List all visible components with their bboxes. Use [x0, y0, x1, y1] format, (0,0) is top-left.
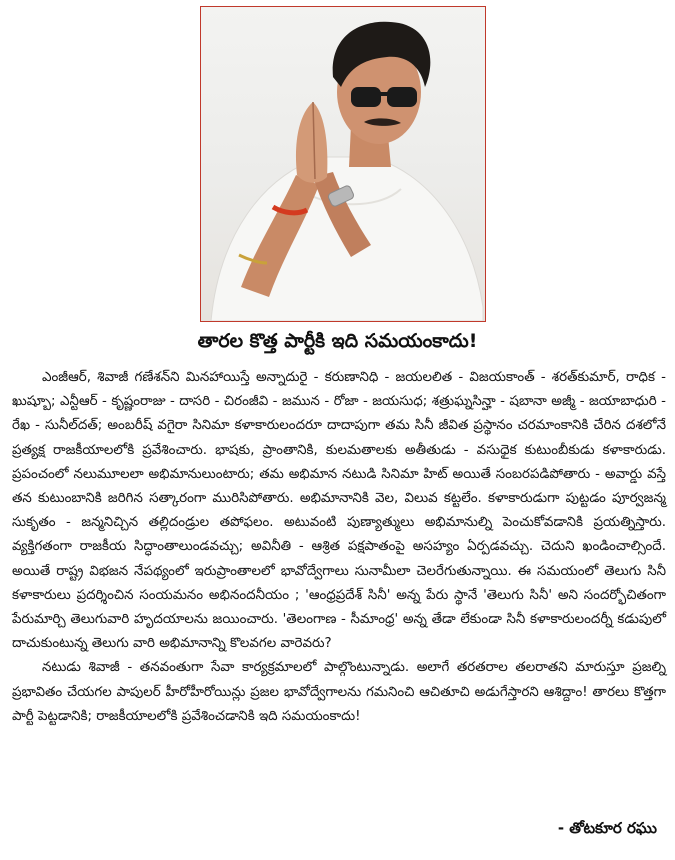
namaste-portrait-illustration	[201, 7, 485, 321]
article-headline: తారల కొత్త పార్టీకి ఇది సమయంకాదు!	[197, 330, 478, 352]
article-photo	[200, 6, 486, 322]
author-byline: - తోటకూర రఘు	[557, 819, 657, 837]
article-paragraph-2: నటుడు శివాజీ - తనవంతుగా సేవా కార్యక్రమాలలో పాల్గొంటున్నాడు. అలాగే తరతరాల తలరాతని మారుస్తూ ప్రజల్ని ప్రభావితం చేయగల పాపులర్ హీరోహీరోయిన్లు ప్రజల భావోద్వేగాలను గమనించి ఆచితూచి అడుగేస్తారని ఆశిద్దాం! తారలు కొత్తగా పార్టీ పెట్టడానికి; రాజకీయాలలోకి ప్రవేశించడానికి ఇది సమయంకాదు!	[12, 660, 666, 724]
article-paragraph-1: ఎంజీఆర్, శివాజీ గణేశన్‌ని మినహాయిస్తే అన్నాదురై - కరుణానిధి - జయలలిత - విజయకాంత్ - శరత్‌కుమార్, రాధిక - ఖుష్బూ; ఎన్టీఆర్ - కృష్ణంరాజు - దాసరి - చిరంజీవి - జమున - రోజా - జయసుధ; శత్రుఘ్నసిన్హా - షబానా అజ్మీ - జయాబాధురి - రేఖ - సునీల్‌దత్; అంబరీష్ వగైరా సినిమా కళాకారులందరూ దాదాపుగా తమ సినీ జీవిత ప్రస్థానం చరమాంకానికి చేరిన దశలోనే ప్రత్యక్ష రాజకీయాలలోకి ప్రవేశించారు. భాషకు, ప్రాంతానికి, కులమతాలకు అతీతుడు - వసుధైక కుటుంబీకుడు కళాకారుడు. ప్రపంచంలో నలుమూలలా అభిమానులుంటారు; తమ అభిమాన నటుడి సినిమా హిట్ అయితే సంబరపడిపోతారు - అవార్డు వస్తే తన కుటుంబానికి జరిగిన సత్కారంగా మురిసిపోతారు. అభిమానానికి వెల, విలువ కట్టలేం. కళాకారుడుగా పుట్టడం పూర్వజన్మ సుకృతం - జన్మనిచ్చిన తల్లిదండ్రుల తపోఫలం. అటువంటి పుణ్యాత్ములు అభిమానుల్ని పెంచుకోవడానికి ప్రయత్నిస్తారు. వ్యక్తిగతంగా రాజకీయ సిద్ధాంతాలుండవచ్చు; అవినీతి - ఆశ్రిత పక్షపాతంపై అసహ్యం ఏర్పడవచ్చు. చెదుని ఖండించాల్సిందే. అయితే రాష్ట్ర విభజన నేపథ్యంలో ఇరుప్రాంతాలలో భావోద్వేగాలు సునామీలా చెలరేగుతున్నాయి. ఈ సమయంలో తెలుగు సినీ కళాకారులు ప్రదర్శించిన సంయమనం అభినందనీయం ; 'ఆంధ్రప్రదేశ్ సినీ' అన్న పేరు స్థానే 'తెలుగు సినీ' అని సందర్భోచితంగా పేరుమార్చి తెలుగువారి హృదయాలను జయించారు. 'తెలంగాణ - సీమాంధ్ర' అన్న తేడా లేకుండా సినీ కళాకారులందర్నీ కడుపులో దాచుకుంటున్న తెలుగు వారి అభిమానాన్ని కొలవగల వారెవరు?	[12, 370, 666, 652]
article-body	[12, 366, 666, 729]
